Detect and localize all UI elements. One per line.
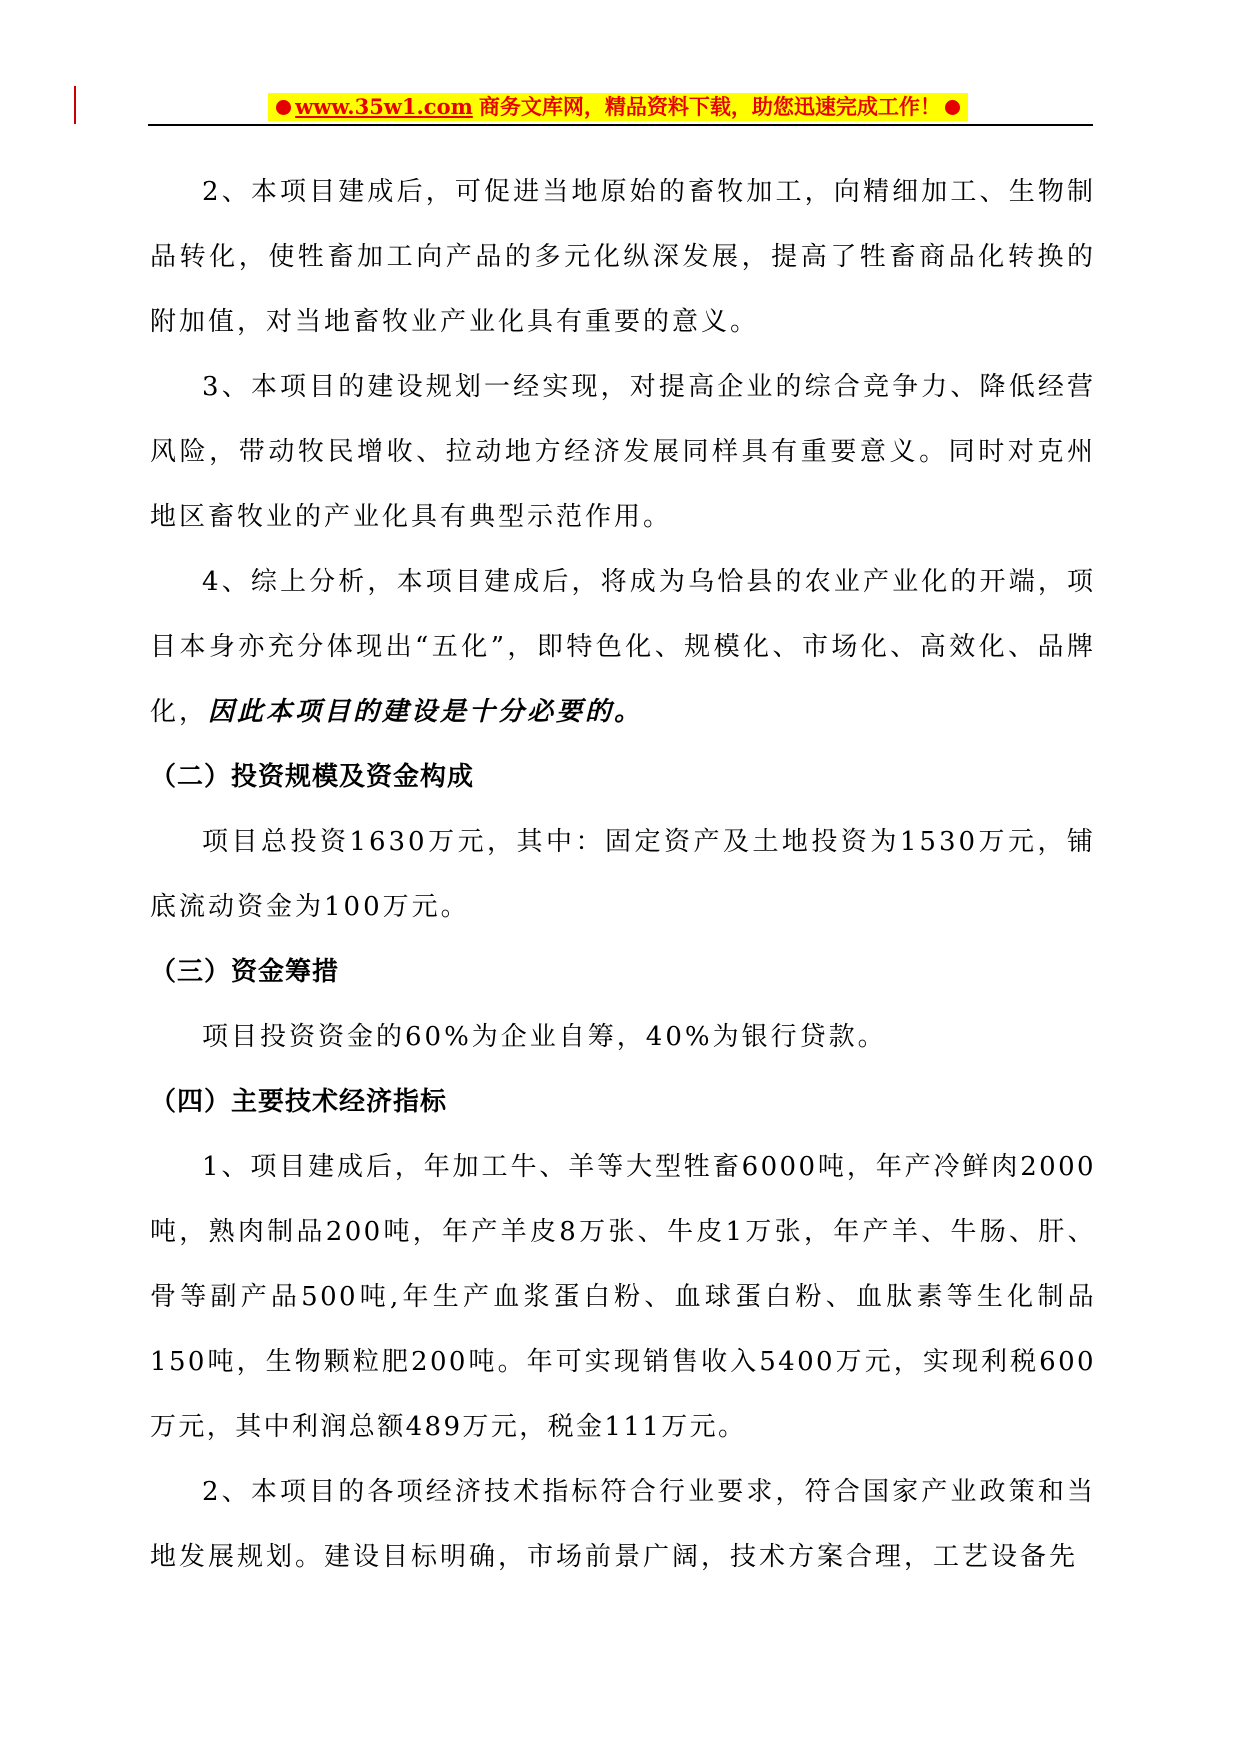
section-heading-indicators: （四）主要技术经济指标: [150, 1087, 448, 1117]
paragraph-item-3: 3、本项目的建设规划一经实现，对提高企业的综合竞争力、降低经营风险，带动牧民增收、拉动地方经济发展同样具有重要意义。同时对克州地区畜牧业的产业化具有典型示范作用。: [150, 372, 1096, 532]
paragraph-indicators-1: 1、项目建成后，年加工牛、羊等大型牲畜6000吨，年产冷鲜肉2000吨，熟肉制品200吨，年产羊皮8万张、牛皮1万张，年产羊、牛肠、肝、骨等副产品500吨,年生产血浆蛋白粉、血球蛋白粉、血肽素等生化制品150吨，生物颗粒肥200吨。年可实现销售收入5400万元，实现利税600万元，其中利润总额489万元，税金111万元。: [150, 1152, 1096, 1442]
paragraph-item-2: 2、本项目建成后，可促进当地原始的畜牧加工，向精细加工、生物制品转化，使牲畜加工向产品的多元化纵深发展，提高了牲畜商品化转换的附加值，对当地畜牧业产业化具有重要的意义。: [150, 177, 1096, 337]
paragraph-item-4: [150, 550, 1096, 745]
section-heading-funding: （三）资金筹措: [150, 957, 340, 987]
paragraph-indicators-2: 2、本项目的各项经济技术指标符合行业要求，符合国家产业政策和当地发展规划。建设目标明确，市场前景广阔，技术方案合理，工艺设备先: [150, 1477, 1096, 1572]
paragraph-funding: 项目投资资金的60%为企业自筹，40%为银行贷款。: [202, 1022, 887, 1052]
document-body: [150, 160, 1096, 1590]
header-url-link[interactable]: www.35w1.com: [295, 94, 473, 119]
header-banner: [268, 93, 968, 121]
header-divider: [148, 124, 1093, 126]
bullet-dot-icon: [945, 100, 960, 115]
margin-mark: [74, 86, 76, 124]
paragraph-text: 4、综上分析，本项目建成后，将成为乌恰县的农业产业化的开端，项目本身亦充分体现出“五化”，即特色化、规模化、市场化、高效化、品牌化，: [150, 567, 1096, 727]
bullet-dot-icon: [276, 100, 291, 115]
page-header: [148, 90, 1088, 124]
paragraph-investment: 项目总投资1630万元，其中：固定资产及土地投资为1530万元，铺底流动资金为100万元。: [150, 827, 1096, 922]
section-heading-investment: （二）投资规模及资金构成: [150, 762, 475, 792]
emphasis-conclusion: 因此本项目的建设是十分必要的。: [208, 697, 644, 727]
header-tagline: 商务文库网，精品资料下载，助您迅速完成工作！: [478, 94, 941, 119]
